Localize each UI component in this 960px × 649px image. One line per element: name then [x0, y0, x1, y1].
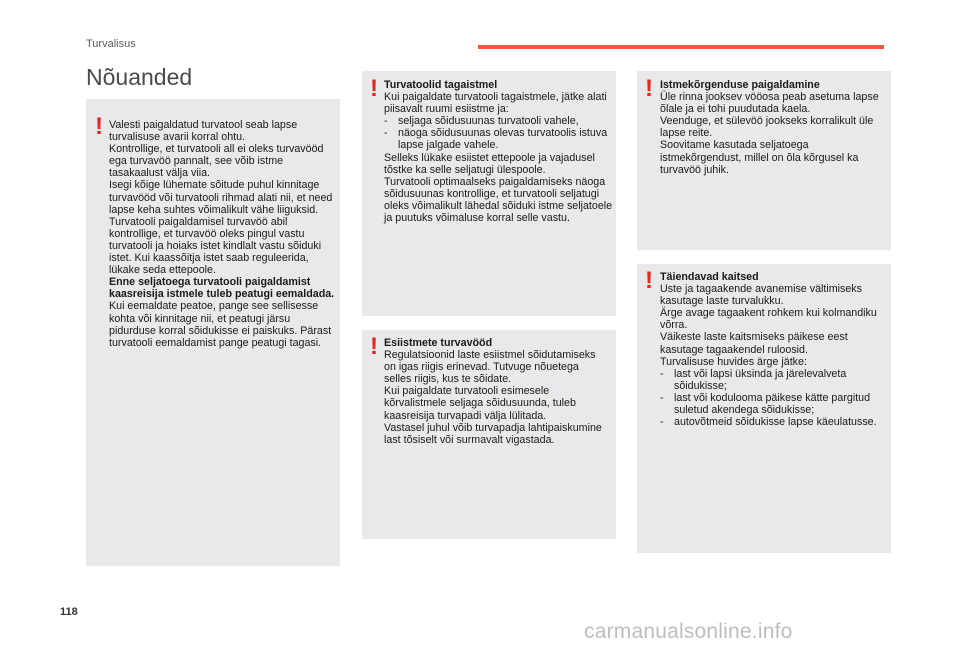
booster-text	[660, 79, 886, 176]
list-item	[660, 368, 888, 392]
dash-mark: -	[384, 115, 388, 128]
rear-seats-text	[384, 79, 614, 224]
dash-mark: -	[660, 367, 664, 380]
list-item-text: seljaga sõidusuunas turvatooli vahele,	[398, 115, 579, 128]
box-title: Täiendavad kaitsed	[660, 271, 759, 283]
paragraph: Kui eemaldate peatoe, pange see sellisesse kohta või kinnitage nii, et peatugi järsu pidurduse korral sõidukisse ei paiskuks. Pärast turvatooli eemaldamist pange peatugi tagasi.	[109, 300, 332, 349]
list-item-text: näoga sõidusuunas olevas turvatoolis istuva lapse jalgade vahele.	[398, 127, 608, 152]
general-advice-text	[109, 119, 337, 349]
paragraph: Turvalisuse huvides ärge jätke:	[660, 355, 807, 368]
page-number: 118	[60, 606, 78, 618]
paragraph: Isegi kõige lühemate sõitude puhul kinnitage turvavööd või turvatooli rihmad alati nii, et need lapse keha suhtes võimalikult vähe liiguksid.	[109, 179, 333, 216]
dash-mark: -	[660, 416, 664, 429]
paragraph: Turvatooli optimaalseks paigaldamiseks näoga sõidusuunas kontrollige, et turvatooli seljatugi oleks võimalikult lähedal sõiduki istme seljatoele ja puutuks võimaluse korral selle vastu.	[384, 175, 613, 225]
list-item	[660, 416, 888, 428]
warning-icon: !	[370, 75, 378, 102]
warning-icon: !	[370, 333, 378, 360]
paragraph: Kontrollige, et turvatooli all ei oleks turvavööd ega turvavöö pannalt, see võib istme tasakaalust välja viia.	[109, 143, 324, 180]
paragraph: Regulatsioonid laste esiistmel sõidutamiseks on igas riigis erinevad. Tutvuge nõuetega selles riigis, kus te sõidate.	[384, 349, 596, 386]
paragraph: Ärge avage tagaakent rohkem kui kolmandiku võrra.	[660, 307, 877, 332]
headrest-warning: Enne seljatoega turvatooli paigaldamist kaasreisija istmele tuleb peatugi eemaldada.	[109, 276, 335, 301]
paragraph: Valesti paigaldatud turvatool seab lapse turvalisuse avarii korral ohtu.	[109, 119, 298, 144]
paragraph: Selleks lükake esiistet ettepoole ja vajadusel tõstke ka selle seljatugi ülespoole.	[384, 151, 595, 176]
box-title: Turvatoolid tagaistmel	[384, 79, 498, 91]
dash-mark: -	[660, 391, 664, 404]
paragraph: Veenduge, et sülevöö jookseks korralikult üle lapse reite.	[660, 115, 874, 140]
warning-icon: !	[645, 75, 653, 102]
paragraph: Kui paigaldate turvatooli esimesele kõrvalistmele seljaga sõidusuunda, tuleb kaasreisija turvapadi välja lülitada.	[384, 385, 576, 422]
box-title: Istmekõrgenduse paigaldamine	[660, 79, 820, 91]
section-label: Turvalisus	[86, 38, 136, 50]
warning-icon: !	[95, 113, 103, 140]
paragraph: Kui paigaldate turvatooli tagaistmele, jätke alati piisavalt ruumi esiistme ja:	[384, 91, 607, 116]
paragraph: Uste ja tagaakende avanemise vältimiseks kasutage laste turvalukku.	[660, 283, 862, 308]
paragraph: Soovitame kasutada seljatoega istmekõrgendust, millel on õla kõrgusel ka turvavöö juhik.	[660, 139, 859, 176]
list-item-text: autovõtmeid sõidukisse lapse käeulatusse.	[674, 416, 877, 429]
header-accent-bar	[478, 45, 884, 49]
list-item	[660, 392, 888, 416]
list-item-text: last või lapsi üksinda ja järelevalveta sõidukisse;	[674, 367, 847, 392]
paragraph: Vastasel juhul võib turvapadja lahtipaiskumine last tõsiselt või surmavalt vigastada.	[384, 421, 602, 446]
extra-protection-text	[660, 271, 888, 428]
list-item	[384, 115, 614, 127]
paragraph: Üle rinna jooksev vööosa peab asetuma lapse õlale ja ei tohi puudutada kaela.	[660, 91, 879, 116]
page-title: Nõuanded	[86, 64, 193, 90]
paragraph: Väikeste laste kaitsmiseks päikese eest kasutage tagaakendel ruloosid.	[660, 331, 848, 356]
list-item	[384, 127, 614, 151]
watermark: carmanualsonline.info	[584, 620, 793, 643]
box-title: Esiistmete turvavööd	[384, 337, 493, 349]
paragraph: Turvatooli paigaldamisel turvavöö abil kontrollige, et turvavöö oleks pingul vastu turvatooli ja hoiaks istet kindlalt vastu sõiduki istet. Kui kaassõitja istet saab reguleerida, lükake seda ettepoole.	[109, 215, 322, 277]
dash-mark: -	[384, 127, 388, 140]
warning-icon: !	[645, 267, 653, 294]
list-item-text: last või kodulooma päikese kätte pargitud suletud akendega sõidukisse;	[674, 391, 871, 417]
front-seat-text	[384, 337, 608, 446]
